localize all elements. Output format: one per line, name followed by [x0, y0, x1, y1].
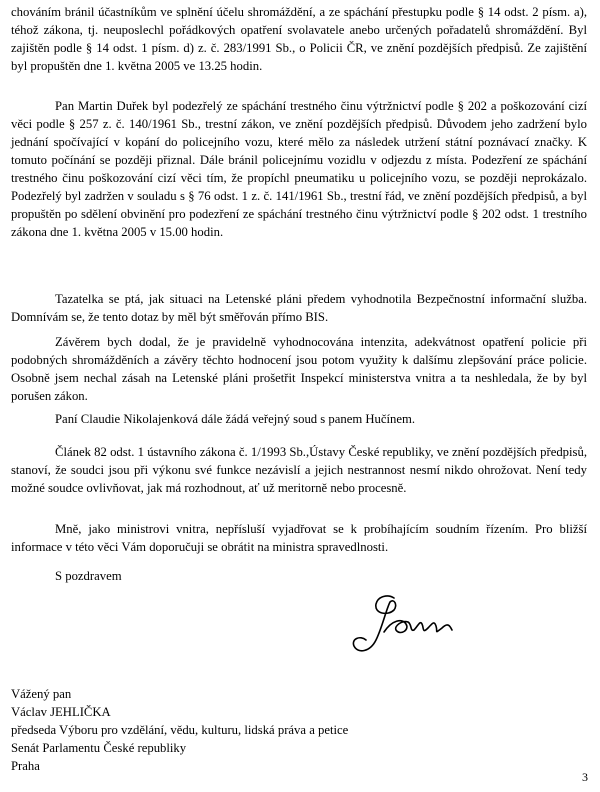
paragraph-detention-1: chováním bránil účastníkům ve splnění účelu shromáždění, a ze spáchání přestupku podle § 14 odst. 2 písm. a), téhož zákona, tj. neuposlechl pořádkových opatření svolavatele anebo určených pořadatelů shromáždění. Byl zajištěn podle § 14 odst. 1 písm. d) z. č. 283/1991 Sb., o Policii ČR, ve znění pozdějších předpisů. Ze zajištění byl propuštěn dne 1. května 2005 ve 13.25 hodin.: [11, 5, 587, 73]
address-position: předseda Výboru pro vzdělání, vědu, kulturu, lidská práva a petice: [11, 723, 349, 737]
address-salutation: Vážený pan: [11, 687, 72, 701]
paragraph-minister-statement: Mně, jako ministrovi vnitra, nepřísluší vyjadřovat se k probíhajícím soudním řízením. Pro bližší informace v této věci Vám doporučuji se obrátit na ministra spravedlnosti.: [11, 522, 587, 554]
paragraph-public-trial: Paní Claudie Nikolajenková dále žádá veřejný soud s panem Hučínem.: [55, 412, 416, 426]
paragraph-constitution: Článek 82 odst. 1 ústavního zákona č. 1/1993 Sb.,Ústavy České republiky, ve znění pozdějších předpisů, stanoví, že soudci jsou při výkonu své funkce nezávislí a jejich nestrannost nesmí nikdo ohrožovat. Není tedy možné soudce ovlivňovat, jak má rozhodnout, ať už meritorně nebo procesně.: [11, 445, 587, 495]
closing-greeting: S pozdravem: [55, 569, 122, 583]
address-institution: Senát Parlamentu České republiky: [11, 741, 187, 755]
address-city: Praha: [11, 759, 40, 773]
handwritten-signature: [348, 588, 468, 660]
recipient-address: [11, 685, 491, 775]
address-name: Václav JEHLIČKA: [11, 705, 111, 719]
page-number: 3: [582, 770, 588, 784]
paragraph-detention-2: Pan Martin Duřek byl podezřelý ze spáchání trestného činu výtržnictví podle § 202 a poškozování cizí věci podle § 257 z. č. 140/1961 Sb., trestní zákon, ve znění pozdějších předpisů. Důvodem jeho zadržení bylo jednání spočívající v kopání do policejního vozu, které mělo za následek utržení státní poznávací značky. K tomuto počínání se později přiznal. Dále bránil policejnímu vozidlu v odjezdu z místa. Podezření ze spáchání trestného činu poškozování cizí věci tím, že propíchl pneumatiku u policejního vozu, se později neprokázalo. Podezřelý byl zadržen v souladu s § 76 odst. 1 z. č. 141/1961 Sb., trestní řád, ve znění pozdějších předpisů, a byl propuštěn po sdělení obvinění pro podezření ze spáchání trestného činu výtržnictví podle § 202 odst. 1 trestního zákona dne 1. května 2005 v 15.00 hodin.: [11, 99, 587, 239]
paragraph-conclusion: Závěrem bych dodal, že je pravidelně vyhodnocována intenzita, adekvátnost opatření policie při podobných shromážděních a závěry těchto hodnocení jsou potom využity k dalšímu zlepšování práce policie. Osobně jsem nechal zásah na Letenské pláni prošetřit Inspekcí ministerstva vnitra a ta neshledala, že by byl porušen zákon.: [11, 335, 587, 403]
paragraph-bis-question: Tazatelka se ptá, jak situaci na Letenské pláni předem vyhodnotila Bezpečnostní informační služba. Domnívám se, že tento dotaz by měl být směřován přímo BIS.: [11, 292, 587, 324]
